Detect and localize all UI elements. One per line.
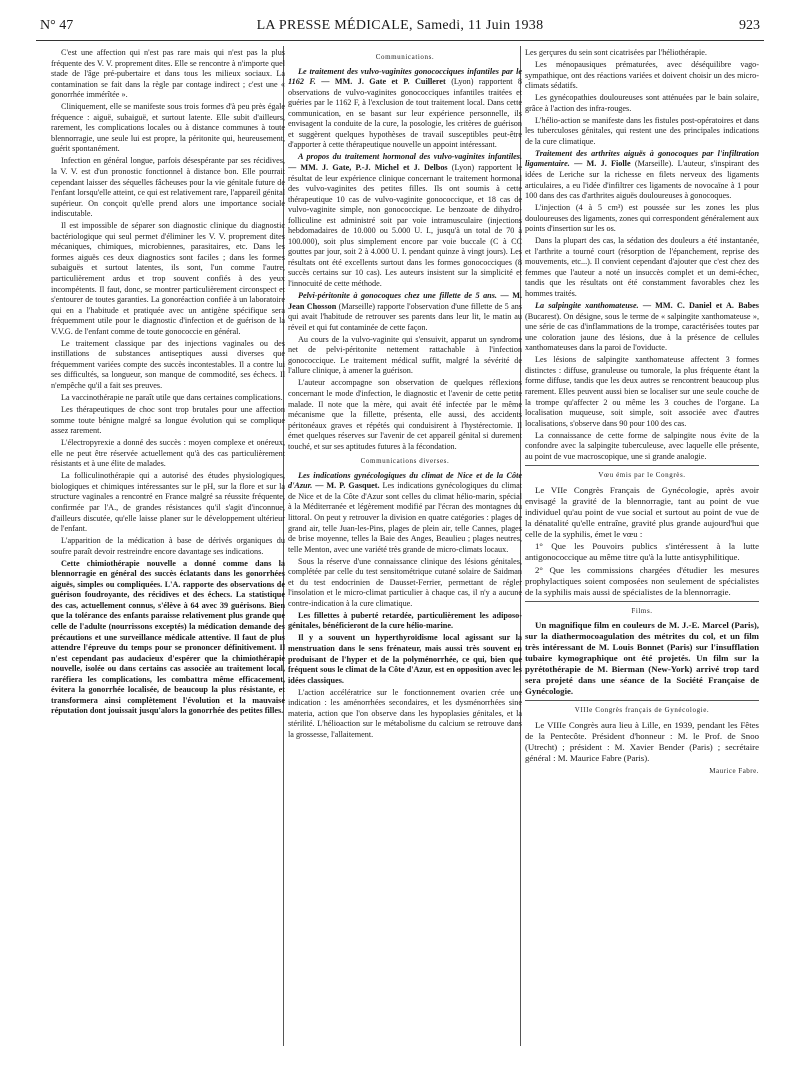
column-left <box>51 48 285 1078</box>
paragraph: La folliculinothérapie qui a autorisé des études physiologiques, biologiques et chimiques intéressantes sur le pH, sur la flore et sur la structure vaginales a rencontré en France malgré sa réussite fréquente, confirmée par l'A., de grandes résistances qu'il s'agit d'inconnue, d'ailleurs discutée, qu'elle laisse planer sur le développement ultérieur de l'enfant. <box>51 471 285 534</box>
section-rule <box>525 601 759 602</box>
paragraph: L'hélio-action se manifeste dans les fistules post-opératoires et dans les tuberculoses génitales, qui restent une des principales indications de la cure climatique. <box>525 115 759 146</box>
paragraph: Les gynécopathies douloureuses sont atténuées par le bain solaire, grâce à l'action des infra-rouges. <box>525 93 759 113</box>
paragraph: Les gerçures du sein sont cicatrisées par l'héliothérapie. <box>525 48 707 57</box>
article-body: Les indications gynécologiques du climat de Nice et de la Côte d'Azur sont celles du climat hélio-marin, spécial à la Méditerranée et légèrement modifié par l'écran des montagnes du littoral. On peut y retrouver la division en quatre catégories : plages de grand air, telle Juan-les-Pins, plages de plein air, telle Cannes, plages de brise moyenne, telles la Baie des Anges, Beaulieu ; plages neutres, telle Menton, avec une variété très grande de micro-climats locaux. <box>288 481 522 554</box>
paragraph: La vaccinothérapie ne paraît utile que dans certaines complications. <box>61 393 283 402</box>
paragraph-bold: Les fillettes à puberté retardée, particulièrement les adiposo-génitales, bénéficieront de la cure hélio-marine. <box>288 610 522 631</box>
paragraph: L'action accélératrice sur le fonctionnement ovarien crée une indication : les aménorrhées secondaires, et les dysménorrhées sine materia, action que l'on observe dans les hypoplasies génitales, et la stérilité. L'hélioaction sur le métabolisme du calcium se retrouve dans la grossesse, l'allaitement. <box>288 687 522 739</box>
section-heading: Vœu émis par le Congrès. <box>598 471 686 480</box>
paragraph: Le traitement classique par des injections vaginales ou des instillations de substances antiseptiques aussi diverses que fréquemment variées compte des succès incontestables. Il a contre lui ses difficultés, sa longueur, son manque de commodité, ses échecs. Il n'empêche qu'il a fait ses preuves. <box>51 338 285 390</box>
paragraph: Dans la plupart des cas, la sédation des douleurs a été instantanée, et l'arthrite a tourné court (résorption de l'épanchement, reprise des mouvements, etc...). Il convient cependant d'ajouter que c'est chez des femmes que l'auteur a noté un insuccès complet et un demi-échec, tandis que les résultats ont été constamment favorables chez les hommes traités. <box>525 236 759 299</box>
section-rule <box>525 465 759 466</box>
paragraph: 2° Que les commissions chargées d'étudier les mesures prophylactiques soient composées non seulement de spécialistes de la syphilis mais aussi de spécialistes de la blennorragie. <box>525 564 759 597</box>
paragraph: L'apparition de la médication à base de dérivés organiques du soufre paraît devoir restreindre encore davantage ses indications. <box>51 536 285 556</box>
paragraph-bold: Il y a souvent un hyperthyroïdisme local agissant sur la menstruation dans le sens frénateur, mais aussi très souvent en produisant de l'hyper et de la polyménorrhée, ce qui, bien que fréquent sous le climat de la Côte d'Azur, est en opposition avec les idées classiques. <box>288 633 522 685</box>
paragraph: L'électropyrexie a donné des succès : moyen complexe et onéreux, elle ne peut être réservée actuellement qu'à des cas particulièrement résistants et à une élite de malades. <box>51 438 285 469</box>
article-title: A propos du traitement hormonal des vulvo-vaginites infantiles. <box>298 152 522 162</box>
article-authors: — M. J. Fiolle <box>574 159 631 169</box>
column-right <box>525 48 759 1078</box>
paragraph: L'injection (4 à 5 cm³) est poussée sur les zones les plus douloureuses des ligaments, zones qui correspondent généralement aux points d'insertion sur les os. <box>525 203 759 234</box>
paragraph: Sous la réserve d'une connaissance clinique des lésions génitales, complétée par celle du test sensitométrique cutané solaire de Saidman et du test endocrinien de Dausset-Ferrier, permettant de régler l'insolation et le micro-climat particulier à chaque cas, il n'y a aucune contre-indication à la cure climatique. <box>288 556 522 608</box>
section-heading: VIIIe Congrès français de Gynécologie. <box>574 706 710 715</box>
article-authors: — MM. C. Daniel et A. Babes <box>642 301 759 311</box>
article-body: (Lyon) rapportent le résultat de leur expérience clinique concernant le traitement hormonal des vulvo-vaginites des petites filles. Ils ont soumis à cette thérapeutique 10 cas de vulvo-vaginite gonococcique, et 18 cas de vulvo-vaginite simple, non gonococcique. Le benzoate de dihydro-folliculine est administré soit par voie intramusculaire (injections hebdomadaires de 10.000 ou 5.000 U. I., jusqu'à un total de 70 à 100.000), soit plus simplement encore par voie buccale (C à CC gouttes par jour, soit 2 à 4.000 U. I. pendant quinze à vingt jours). Les résultats ont été excellents surtout dans les formes gonococciques (8 succès certains sur 10 cas). Les auteurs insistent sur la simplicité et l'innocuité de cette méthode. <box>288 162 522 288</box>
column-middle <box>288 48 522 1078</box>
section-rule <box>525 700 759 701</box>
header-rule <box>36 40 764 41</box>
article-body: (Lyon) rapportent 8 observations de vulvo-vaginites gonococciques infantiles traitées et guéries par le 1162 F, à l'exclusion de tout traitement local. Dans cette communication, en se basant sur leur expérience personnelle, ils envisagent la conduite de la cure, la posologie, les critères de guérison et suggèrent quelques hypothèses de travail susceptibles peut-être d'apporter à cette thérapeutique nouvelle un appoint intéressant. <box>288 77 522 150</box>
paragraph: Le VIIe Congrès Français de Gynécologie, après avoir envisagé la gravité de la blennorragie, tant au point de vue individuel qu'au point de vue social et surtout au point de vue de la dénatalité qu'elle entraîne, gravité plus grande aujourd'hui que celle de la syphilis, émet le vœu : <box>525 484 759 539</box>
section-heading: Communications. <box>375 53 435 61</box>
section-heading: Communications diverses. <box>360 457 450 466</box>
issue-number: N° 47 <box>40 18 74 33</box>
paragraph: Cliniquement, elle se manifeste sous trois formes d'à peu près égale fréquence : aiguë, subaiguë, et surtout latente. Elle subit d'ailleurs, rarement, les complications locales ou à distance communes à toute blennorragie, une seule lui est propre, la péritonite qui, heureusement, guérit spontanément. <box>51 102 285 154</box>
paragraph: C'est une affection qui n'est pas rare mais qui n'est pas la plus fréquente des V. V. proprement dites. Elle se rencontre à n'importe quel stade de l'âge pré-pubertaire et dans tous les milieux sociaux. La contamination se fait dans la règle par contage indirect ; c'est une « gonorrhée immérîtée ». <box>51 48 285 100</box>
paragraph: Les lésions de salpingite xanthomateuse affectent 3 formes distinctes : diffuse, granuleuse ou tumorale, la plus fréquente étant la forme diffuse, tandis que les deux autres se rencontrent beaucoup plus rarement. Elles peuvent aussi bien se localiser sur une seule couche de la trompe qu'affecter 2 ou même les 3 couches de l'organe. La localisation muqueuse, soit simple, soit associée avec d'autres localisations, s'observe dans 90 pour 100 des cas. <box>525 355 759 428</box>
section-heading: Films. <box>631 606 653 615</box>
article-title: Le traitement des vulvo-vaginites gonococciques infantiles par le 1162 F. <box>288 66 522 87</box>
article-authors: — M. Jean Chosson <box>288 291 522 311</box>
paragraph-bold: Un magnifique film en couleurs de M. J.-E. Marcel (Paris), sur la diathermocoagulation des métrites du col, et un film très intéressant de M. Louis Bonnet (Paris) sur l'insufflation tubaire kymographique ont été projetés. Un film sur la pyrétothérapie de M. Bierman (New-York) arrivé trop tard sera projeté dans une séance de la Société Française de Gynécologie. <box>525 620 759 697</box>
article-body: (Marseille) rapporte l'observation d'une fillette de 5 ans qui avait l'habitude de retrouver ses parents dans leur lit, le matin au réveil et qui fut contaminée de cette façon. <box>288 301 522 332</box>
paragraph-bold: Cette chimiothérapie nouvelle a donné comme dans la blennorragie en général des succès éclatants dans les gonorrhées aiguës, simples ou compliquées. L'A. rapporte des observations de guérison foudroyante, des récidives et des échecs. La statistique des cas, actuellement connus, s'élève à 64 avec 39 guérisons. Bien que la tolérance des enfants paraisse relativement plus grande que celle de l'adulte (nourrissons exceptés) la médication demande des précautions et une surveillance médicale attentive. Il faut de plus attendre l'épreuve du temps pour se prononcer définitivement. Il n'est cependant pas audacieux d'espérer que la chimiothérapie nouvelle, isolée ou dans certains cas associée au traitement local, raréfiera les complications, les combattra même efficacement, évitera la gonorrhée localisée, de beaucoup la plus résistante, et transformera ainsi complètement l'évolution et la mauvaise réputation dont jouissait jusqu'alors la gonorrhée des petites filles. <box>51 558 285 716</box>
article-body: (Marseille). L'auteur, s'inspirant des idées de Leriche sur la richesse en filets nerveux des ligaments articulaires, a eu l'idée d'infiltrer ces ligaments de novocaïne à 1 pour 100 dans des cas d'arthrites aiguës douloureuses à gonocoques. <box>525 159 759 201</box>
paragraph: Les ménopausiques prématurées, avec déséquilibre vago-sympathique, ont des réactions variées et doivent choisir un des micro-climats sédatifs. <box>525 60 759 91</box>
page-number: 923 <box>739 18 760 33</box>
page-header <box>40 18 760 36</box>
paragraph: Au cours de la vulvo-vaginite qui s'ensuivit, apparut un syndrome net de pelvi-péritonite nettement rattachable à l'infection gonococcique. Le traitement médical suffit, malgré la sévérité de l'allure clinique, à amener la guérison. <box>288 334 522 376</box>
article-authors: — M. P. Gasquet. <box>315 481 380 491</box>
article-title: Traitement des arthrites aiguës à gonocoques par l'infiltration ligamentaire. <box>525 148 759 169</box>
paragraph: 1° Que les Pouvoirs publics s'intéressent à la lutte antigonococcique au même titre qu'à la lutte antisyphilitique. <box>525 541 759 563</box>
paragraph: Infection en général longue, parfois désespérante par ses récidives, la V. V. est d'un pronostic fonctionnel à distance bon. Elle pourrait cependant laisser des séquelles fâcheuses pour la vie génitale future de l'enfant lorsqu'elle atteint, ce qui est relativement rare, l'appareil génital supérieur. On conçoit qu'elle prend alors une importance sociale indiscutable. <box>51 156 285 219</box>
paragraph: L'auteur accompagne son observation de quelques réflexions concernant le mode d'infection, le diagnostic et l'avenir de cette petite malade. Il note que la mère, qui avait été infectée par le même mécanisme que la fillette, présenta, elle aussi, des accidents péritonéaux graves et répétés qui conduisirent à l'hystérectomie. Il émet quelques réserves sur l'avenir de cet appareil génital si durement touché, et sur ses aptitudes futures à la fécondation. <box>288 378 522 451</box>
paragraph: Le VIIIe Congrès aura lieu à Lille, en 1939, pendant les Fêtes de la Pentecôte. Président d'honneur : M. le Prof. de Snoo (Utrecht) ; président : M. Xavier Bender (Paris) ; secrétaire général : M. Maurice Fabre (Paris). <box>525 719 759 763</box>
article-authors: — MM. J. Gate et P. Cuilleret <box>321 77 446 87</box>
paragraph: Les thérapeutiques de choc sont trop brutales pour une affection somme toute bénigne malgré sa longue évolution qui se complique assez rarement. <box>51 405 285 436</box>
article-title: Pelvi-péritonite à gonocoques chez une fillette de 5 ans. <box>298 291 497 301</box>
journal-title: LA PRESSE MÉDICALE, Samedi, 11 Juin 1938 <box>256 18 544 33</box>
article-body: (Bucarest). On désigne, sous le terme de « salpingite xanthomateuse », une série de cas d'inflammations de la trompe, caractérisées toutes par une coloration jaune des lésions, due à la présence de cellules xanthomateuses dans la paroi de l'oviducte. <box>525 311 759 353</box>
article-title: La salpingite xanthomateuse. <box>535 301 639 311</box>
article-authors: — MM. J. Gate, P.-J. Michel et J. Delbos <box>288 162 448 172</box>
article-title: Les indications gynécologiques du climat de Nice et de la Côte d'Azur. <box>288 470 522 491</box>
signature: Maurice Fabre. <box>709 766 759 775</box>
paragraph: Il est impossible de séparer son diagnostic clinique du diagnostic bactériologique qui seul permet d'éliminer les V. V. proprement dites mécaniques, chimiques, microbiennes, parasitaires, etc. Dans les formes aiguës ces deux diagnostics sont faciles ; dans les formes subaiguës et surtout latentes, ils sont, l'un comme l'autre, particulièrement ardus et trop souvent confiés à des yeux incompétents. Il faut, donc, se montrer particulièrement circonspect et s'entourer de toutes garanties. La gonoréaction confiée à un laboratoire qui en a l'habitude et pratiquée avec un antigène spécifique sera fréquemment utile pour le diagnostic d'infection et de guérison de la V.V.G. de l'enfant comme de toute gonococcie en général. <box>51 221 285 336</box>
paragraph: La connaissance de cette forme de salpingite nous évite de la confondre avec la salpingite tuberculeuse, avec laquelle elle présente, au point de vue macroscopique, une si grande analogie. <box>525 430 759 461</box>
